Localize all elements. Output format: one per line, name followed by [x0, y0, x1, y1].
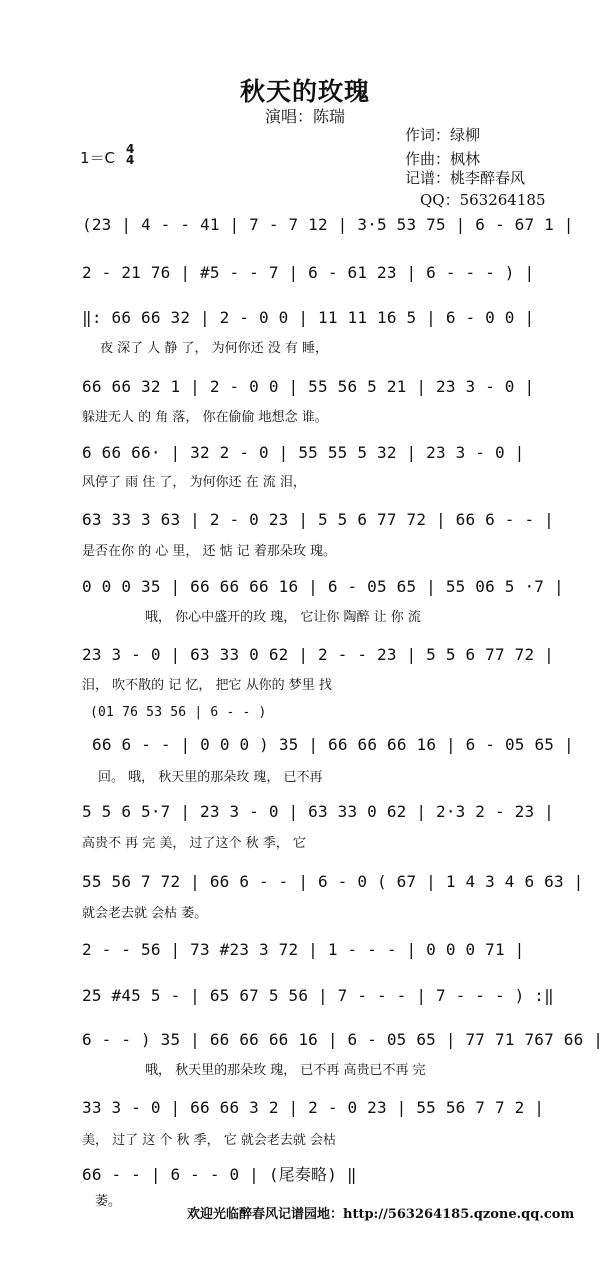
- notation-row: 66 - - | 6 - - 0 | (尾奏略) ‖: [82, 1165, 357, 1184]
- notation-row: 25 #45 5 - | 65 67 5 56 | 7 - - - | 7 - - - ) :‖: [82, 986, 554, 1005]
- footer-text: 欢迎光临醉春风记谱园地：http://563264185.qzone.qq.com: [187, 1207, 575, 1222]
- notation-row: 5 5 6 5·7 | 23 3 - 0 | 63 33 0 62 | 2·3 2 - 23 |: [82, 802, 554, 821]
- notation-row: 0 0 0 35 | 66 66 66 16 | 6 - 05 65 | 55 06 5 ·7 |: [82, 577, 564, 596]
- lyric-row: 高贵不 再 完 美， 过了这个 秋 季， 它: [82, 836, 306, 851]
- notation-row: 23 3 - 0 | 63 33 0 62 | 2 - - 23 | 5 5 6 77 72 |: [82, 645, 554, 664]
- notation-row: 66 6 - - | 0 0 0 ) 35 | 66 66 66 16 | 6 - 05 65 |: [92, 735, 574, 754]
- transcriber-credit: 记谱：桃李醉春风: [405, 169, 526, 187]
- lyric-row: 回。 哦， 秋天里的那朵玫 瑰， 已不再: [98, 770, 323, 785]
- lyric-row: 哦， 秋天里的那朵玫 瑰， 已不再 高贵已不再 完: [145, 1063, 426, 1078]
- key-signature: 1＝C: [80, 149, 116, 167]
- notation-row: 63 33 3 63 | 2 - 0 23 | 5 5 6 77 72 | 66 6 - - |: [82, 510, 554, 529]
- time-signature: [126, 144, 134, 166]
- lyric-row: 哦， 你心中盛开的玫 瑰， 它让你 陶醉 让 你 流: [145, 610, 421, 625]
- notation-row: 2 - - 56 | 73 #23 3 72 | 1 - - - | 0 0 0 71 |: [82, 940, 525, 959]
- lyric-row: 是否在你 的 心 里， 还 惦 记 着那朵玫 瑰。: [82, 544, 337, 559]
- qq-credit: QQ：563264185: [420, 191, 546, 209]
- composer-credit: 作曲：枫林: [405, 150, 481, 168]
- notation-row: 6 66 66· | 32 2 - 0 | 55 55 5 32 | 23 3 - 0 |: [82, 443, 525, 462]
- notation-row: (23 | 4 - - 41 | 7 - 7 12 | 3·5 53 75 | 6 - 67 1 |: [82, 215, 574, 234]
- notation-row: 6 - - ) 35 | 66 66 66 16 | 6 - 05 65 | 77 71 767 66 |: [82, 1030, 604, 1049]
- notation-row: (01 76 53 56 | 6 - - ): [90, 705, 267, 720]
- lyric-row: 夜 深了 人 静 了， 为何你还 没 有 睡，: [100, 341, 329, 356]
- singer-credit: 演唱：陈瑞: [264, 107, 345, 126]
- notation-row: ‖: 66 66 32 | 2 - 0 0 | 11 11 16 5 | 6 - 0 0 |: [82, 308, 535, 327]
- lyricist-credit: 作词：绿柳: [405, 126, 481, 144]
- notation-row: 66 66 32 1 | 2 - 0 0 | 55 56 5 21 | 23 3 - 0 |: [82, 377, 535, 396]
- lyric-row: 美， 过了 这 个 秋 季， 它 就会老去就 会枯: [82, 1133, 337, 1148]
- time-signature-bottom: 4: [126, 153, 135, 167]
- lyric-row: 泪， 吹不散的 记 忆， 把它 从你的 梦里 找: [82, 678, 332, 693]
- lyric-row: 风停了 雨 住 了， 为何你还 在 流 泪，: [82, 475, 306, 490]
- time-signature-top: 4: [126, 142, 135, 156]
- notation-row: 2 - 21 76 | #5 - - 7 | 6 - 61 23 | 6 - - - ) |: [82, 263, 535, 282]
- lyric-row: 就会老去就 会枯 萎。: [82, 906, 208, 921]
- notation-row: 55 56 7 72 | 66 6 - - | 6 - 0 ( 67 | 1 4 3 4 6 63 |: [82, 872, 584, 891]
- lyric-row: 躲进无人 的 角 落， 你在偷偷 地想念 谁。: [82, 410, 328, 425]
- notation-row: 33 3 - 0 | 66 66 3 2 | 2 - 0 23 | 55 56 7 7 2 |: [82, 1098, 545, 1117]
- lyric-row: 萎。: [95, 1194, 122, 1209]
- song-title: 秋天的玫瑰: [239, 77, 370, 106]
